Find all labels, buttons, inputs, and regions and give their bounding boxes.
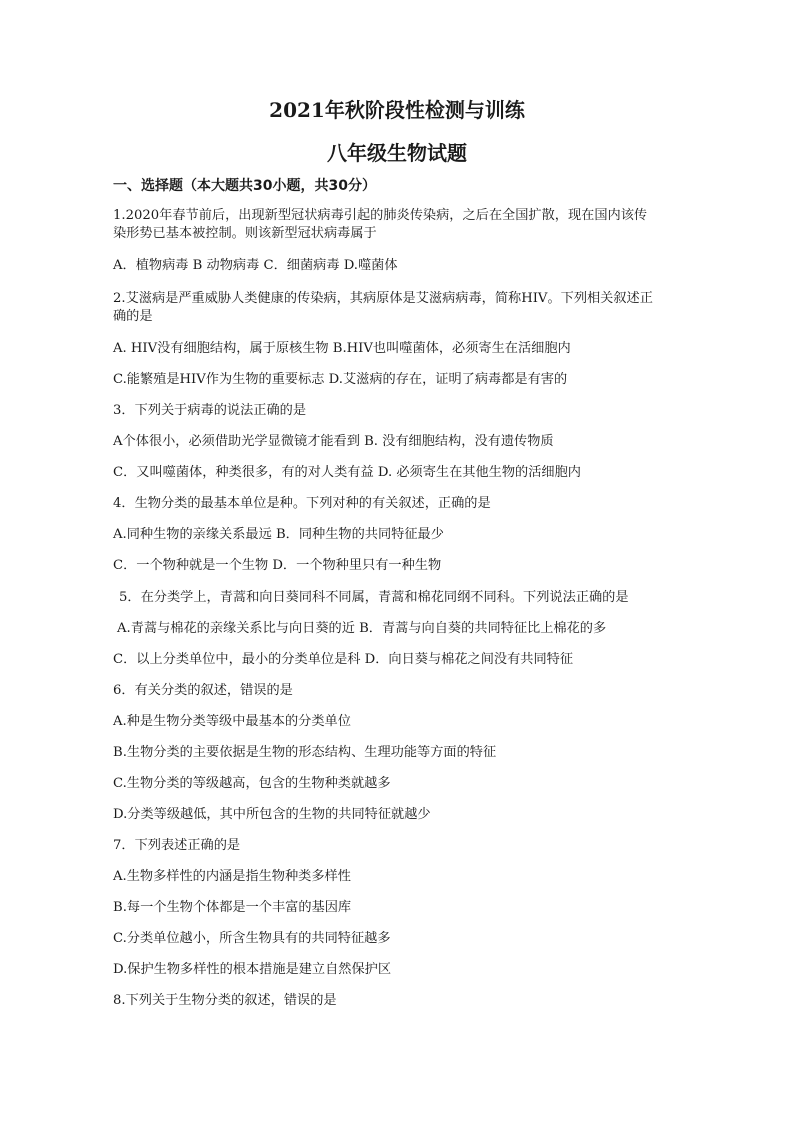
- page-title: 2021年秋阶段性检测与训练: [269, 98, 525, 122]
- text-line: B.每一个生物个体都是一个丰富的基因库: [113, 900, 352, 915]
- text-line: 2.艾滋病是严重威胁人类健康的传染病，其病原体是艾滋病病毒，简称HIV。下列相关叙述正: [113, 291, 653, 306]
- text-line: C．又叫噬菌体，种类很多，有的对人类有益 D. 必须寄生在其他生物的活细胞内: [113, 465, 581, 480]
- text-line: C.分类单位越小，所含生物具有的共同特征越多: [113, 931, 391, 946]
- text-line: 8.下列关于生物分类的叙述，错误的是: [113, 993, 337, 1008]
- text-line: C.能繁殖是HIV作为生物的重要标志 D.艾滋病的存在，证明了病毒都是有害的: [113, 372, 568, 387]
- page-subtitle: 八年级生物试题: [327, 141, 467, 165]
- text-line: A.青蒿与棉花的亲缘关系比与向日葵的近 B．青蒿与向自葵的共同特征比上棉花的多: [117, 621, 607, 636]
- text-line: A.同种生物的亲缘关系最远 B．同种生物的共同特征最少: [113, 527, 444, 542]
- text-line: 1.2020年春节前后，出现新型冠状病毒引起的肺炎传染病，之后在全国扩散，现在国内该传: [113, 208, 648, 223]
- text-line: C.生物分类的等级越高，包含的生物种类就越多: [113, 776, 391, 791]
- text-line: 7．下列表述正确的是: [113, 838, 241, 853]
- text-line: 确的是: [113, 309, 153, 324]
- text-line: D.分类等级越低，其中所包含的生物的共同特征就越少: [113, 807, 431, 822]
- text-line: A．植物病毒 B 动物病毒 C．细菌病毒 D.噬菌体: [113, 258, 398, 273]
- text-line: 染形势已基本被控制。则该新型冠状病毒属于: [113, 226, 377, 241]
- text-line: 5．在分类学上，青蒿和向日葵同科不同属，青蒿和棉花同纲不同科。下列说法正确的是: [119, 590, 629, 605]
- section-heading: 一、选择题（本大题共30小题，共30分）: [113, 178, 376, 194]
- text-line: B.生物分类的主要依据是生物的形态结构、生理功能等方面的特征: [113, 745, 497, 760]
- text-line: A.生物多样性的内涵是指生物种类多样性: [113, 869, 351, 884]
- text-line: A个体很小，必须借助光学显微镜才能看到 B. 没有细胞结构，没有遗传物质: [113, 434, 554, 449]
- text-line: 6．有关分类的叙述，错误的是: [113, 683, 293, 698]
- text-line: 4．生物分类的最基本单位是种。下列对种的有关叙述，正确的是: [113, 496, 491, 511]
- text-line: 3．下列关于病毒的说法正确的是: [113, 403, 307, 418]
- text-line: A. HIV没有细胞结构，属于原核生物 B.HIV也叫噬菌体，必须寄生在活细胞内: [113, 341, 571, 356]
- text-line: D.保护生物多样性的根本措施是建立自然保护区: [113, 962, 392, 977]
- text-line: A.种是生物分类等级中最基本的分类单位: [113, 714, 351, 729]
- text-line: C．一个物种就是一个生物 D．一个物种里只有一种生物: [113, 558, 442, 573]
- text-line: C．以上分类单位中，最小的分类单位是科 D．向日葵与棉花之间没有共同特征: [113, 652, 574, 667]
